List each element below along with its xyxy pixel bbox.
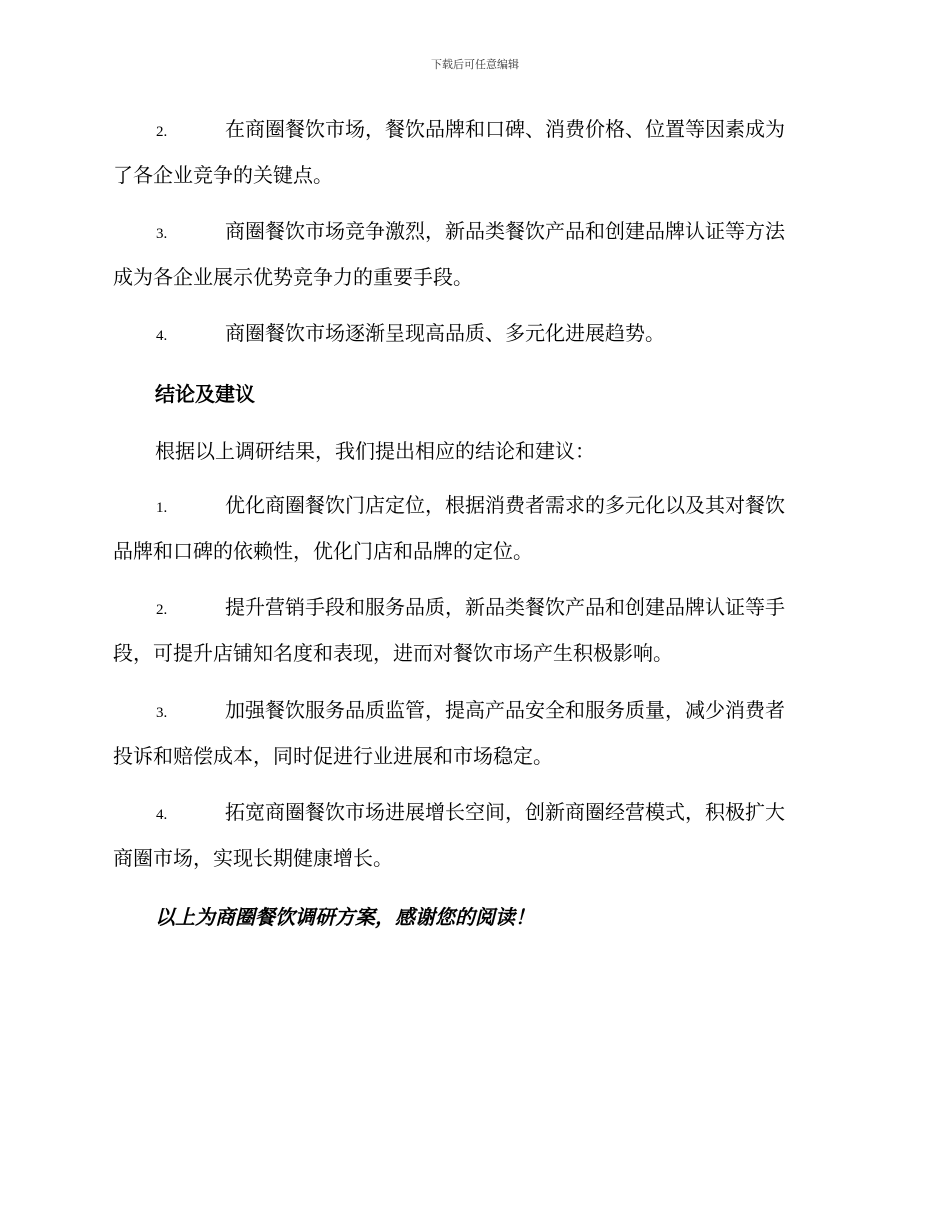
list-item-number: 1.: [156, 500, 168, 516]
section-heading: 结论及建议: [155, 382, 255, 406]
list-item-number: 3.: [156, 705, 168, 721]
list-item-continuation: 成为各企业展示优势竞争力的重要手段。: [113, 265, 473, 289]
list-item-number: 3.: [156, 226, 168, 242]
list-item: [113, 687, 833, 779]
list-item: [113, 310, 833, 356]
list-item: [113, 482, 833, 574]
list-item-continuation: 段，可提升店铺知名度和表现，进而对餐饮市场产生积极影响。: [113, 641, 673, 665]
list-item-number: 2.: [156, 124, 168, 140]
list-item-text: 在商圈餐饮市场，餐饮品牌和口碑、消费价格、位置等因素成为: [225, 117, 785, 141]
list-item-number: 2.: [156, 602, 168, 618]
list-item-number: 4.: [156, 328, 168, 344]
list-item-number: 4.: [156, 807, 168, 823]
list-item-continuation: 了各企业竞争的关键点。: [113, 163, 333, 187]
list-item-text: 优化商圈餐饮门店定位，根据消费者需求的多元化以及其对餐饮: [225, 493, 785, 517]
list-item-text: 商圈餐饮市场逐渐呈现高品质、多元化进展趋势。: [225, 321, 665, 345]
page-header-note: 下载后可任意编辑: [431, 58, 519, 71]
closing-statement: 以上为商圈餐饮调研方案，感谢您的阅读！: [155, 905, 535, 929]
list-item-continuation: 投诉和赔偿成本，同时促进行业进展和市场稳定。: [113, 744, 553, 768]
list-item-continuation: 品牌和口碑的依赖性，优化门店和品牌的定位。: [113, 539, 533, 563]
list-item-text: 提升营销手段和服务品质，新品类餐饮产品和创建品牌认证等手: [225, 595, 785, 619]
section-intro: 根据以上调研结果，我们提出相应的结论和建议：: [155, 439, 595, 463]
list-item: [113, 584, 833, 676]
list-item-text: 加强餐饮服务品质监管，提高产品安全和服务质量，减少消费者: [225, 698, 785, 722]
list-item-text: 拓宽商圈餐饮市场进展增长空间，创新商圈经营模式，积极扩大: [225, 800, 785, 824]
list-item: [113, 789, 833, 881]
list-item-continuation: 商圈市场，实现长期健康增长。: [113, 846, 393, 870]
list-item: [113, 106, 833, 198]
list-item-text: 商圈餐饮市场竞争激烈，新品类餐饮产品和创建品牌认证等方法: [225, 219, 785, 243]
list-item: [113, 208, 833, 300]
